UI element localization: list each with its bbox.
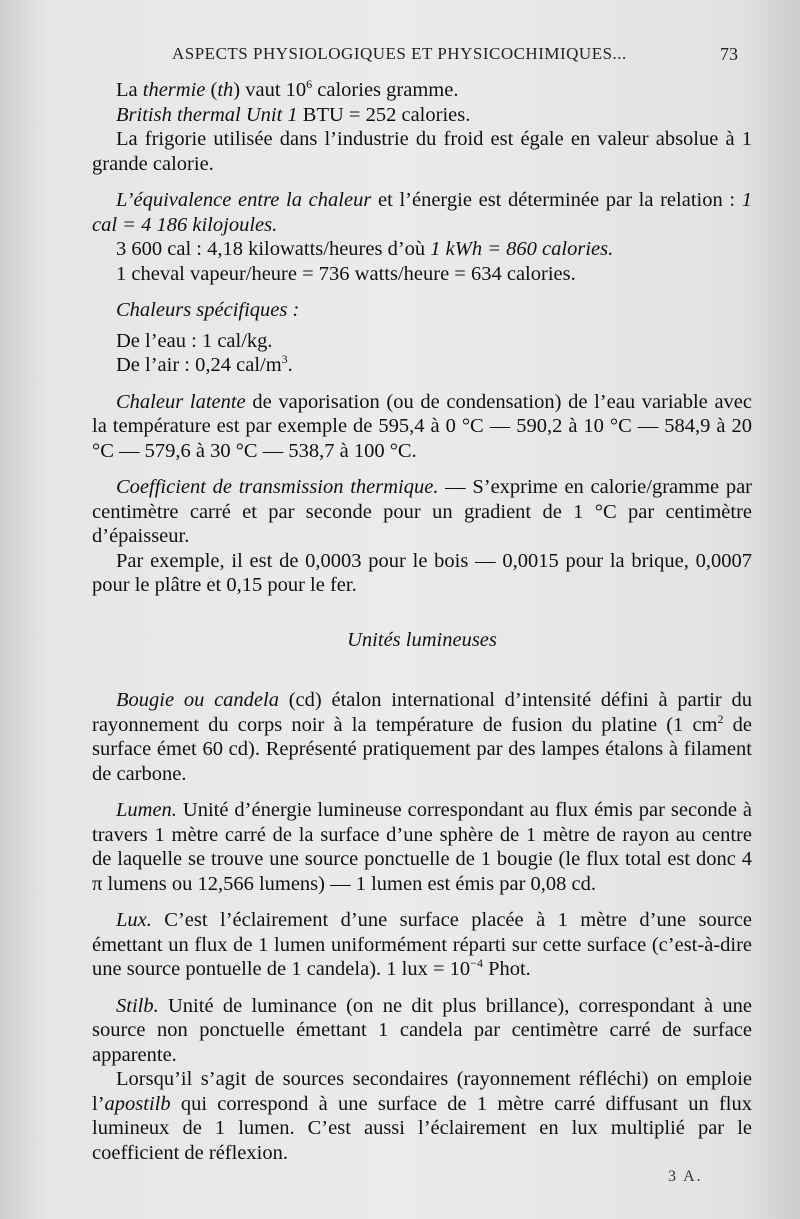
running-head: ASPECTS PHYSIOLOGIQUES ET PHYSICOCHIMIQUES... xyxy=(172,44,627,63)
lux-term: Lux. xyxy=(116,909,152,931)
chaleurs-specifiques-term: Chaleurs spécifiques : xyxy=(116,299,300,321)
page-number: 73 xyxy=(720,44,738,64)
page-header xyxy=(0,44,800,70)
lumen-text: Unité d’énergie lumineuse correspondant au flux émis par seconde à travers 1 mètre carré de la surface d’une sphère de 1 mètre de rayon au centre de laquelle se trouve une source ponctuelle de 1 bougie (le flux total est donc 4 π lumens ou 12,566 lumens) — 1 lumen est émis par 0,08 cd. xyxy=(92,799,752,895)
chaleurs-specifiques-heading xyxy=(92,298,752,323)
apostilb-text-end: qui correspond à une surface de 1 mètre carré diffusant un flux lumineux de 1 lumen. C’est aussi l’éclairement en lux multiplié par le coefficient de réflexion. xyxy=(92,1092,752,1164)
bougie-text-end: de surface émet 60 cd). Représenté pratiquement par des lampes étalons à filament de carbone. xyxy=(92,713,752,785)
bougie-paragraph xyxy=(92,688,752,786)
bougie-exponent: 2 xyxy=(717,711,724,726)
lumen-paragraph xyxy=(92,798,752,896)
cheval-paragraph: 1 cheval vapeur/heure = 736 watts/heure = 634 calories. xyxy=(116,262,576,285)
stilb-term: Stilb. xyxy=(116,994,159,1017)
chaleur-latente-paragraph xyxy=(92,390,752,464)
lux-text-end: Phot. xyxy=(482,958,531,980)
frigorie-paragraph: La frigorie utilisée dans l’industrie du froid est égale en valeur absolue à 1 grande calorie. xyxy=(92,128,752,175)
stilb-paragraph xyxy=(92,994,752,1068)
btu-text: BTU = 252 calories. xyxy=(297,103,471,126)
lux-text: C’est l’éclairement d’une surface placée à 1 mètre d’une source émettant un flux de 1 lumen uniformément réparti sur cette surface (c’est-à-dire une source pontuelle de 1 candela). 1 lux = 10 xyxy=(92,909,752,980)
section-heading-lumineuses: Unités lumineuses xyxy=(347,628,497,651)
bougie-text: (cd) étalon international d’intensité défini à partir du rayonnement du corps noir à la température de fusion du platine (1 cm xyxy=(92,689,752,736)
chaleur-air-text: De l’air : 0,24 cal/m xyxy=(116,354,282,376)
chaleur-latente-text: de vaporisation (ou de condensation) de l’eau variable avec la température est par exemple de 595,4 à 0 °C — 590,2 à 10 °C — 584,9 à 20 °C — 579,6 à 30 °C — 538,7 à 100 °C. xyxy=(92,390,752,462)
lux-exponent: −4 xyxy=(470,956,483,971)
thermie-text: vaut 10 xyxy=(240,79,307,101)
chaleur-air-exponent: 3 xyxy=(281,352,288,367)
lux-paragraph xyxy=(92,908,752,982)
equivalence-term: L’équivalence entre la chaleur xyxy=(116,189,372,211)
bougie-term: Bougie ou candela xyxy=(116,689,279,711)
thermie-paragraph: La thermie (th) vaut $10^6$ calories gramme. xyxy=(116,77,459,101)
btu-paragraph xyxy=(92,103,752,128)
page-body xyxy=(92,78,752,1165)
equivalence-relation: 1 cal = 4 186 kilojoules. xyxy=(92,189,753,236)
thermie-exponent: 6 xyxy=(306,77,313,92)
apostilb-paragraph xyxy=(92,1067,752,1165)
coefficient-paragraph xyxy=(92,475,752,549)
chaleur-air-end: . xyxy=(287,354,293,376)
exemple-paragraph: Par exemple, il est de 0,0003 pour le bois — 0,0015 pour la brique, 0,0007 pour le plâtre et 0,15 pour le fer. xyxy=(92,549,752,596)
coefficient-term: Coefficient de transmission thermique. xyxy=(116,476,439,498)
kwh-relation: 1 kWh = 860 calories. xyxy=(430,238,614,260)
kwh-text: 3 600 cal : 4,18 kilowatts/heures d’où xyxy=(116,238,431,260)
signature-mark: 3 A. xyxy=(668,1168,703,1185)
chaleur-air xyxy=(92,353,752,378)
thermie-text-end: calories gramme. xyxy=(312,79,459,101)
stilb-text: Unité de luminance (on ne dit plus brillance), correspondant à une source non ponctuelle émettant 1 candela par centimètre carré de surface apparente. xyxy=(92,994,752,1066)
thermie-abbr: th xyxy=(217,79,234,101)
lumen-term: Lumen. xyxy=(116,799,177,821)
btu-term: British thermal Unit 1 xyxy=(116,103,298,126)
kwh-paragraph xyxy=(92,237,752,262)
equivalence-paragraph xyxy=(92,188,752,237)
chaleur-eau: De l’eau : 1 cal/kg. xyxy=(116,329,273,352)
apostilb-text: Lorsqu’il s’agit de sources secondaires (rayonnement réfléchi) on emploie l’ xyxy=(92,1068,752,1115)
thermie-term: thermie xyxy=(142,79,206,101)
coefficient-text: — S’exprime en calorie/gramme par centimètre carré et par seconde pour un gradient de 1 °C par centimètre d’épaisseur. xyxy=(92,476,752,547)
chaleur-latente-term: Chaleur latente xyxy=(116,390,246,413)
equivalence-text: et l’énergie est déterminée par la relation : xyxy=(371,189,742,211)
apostilb-term: apostilb xyxy=(104,1092,171,1115)
